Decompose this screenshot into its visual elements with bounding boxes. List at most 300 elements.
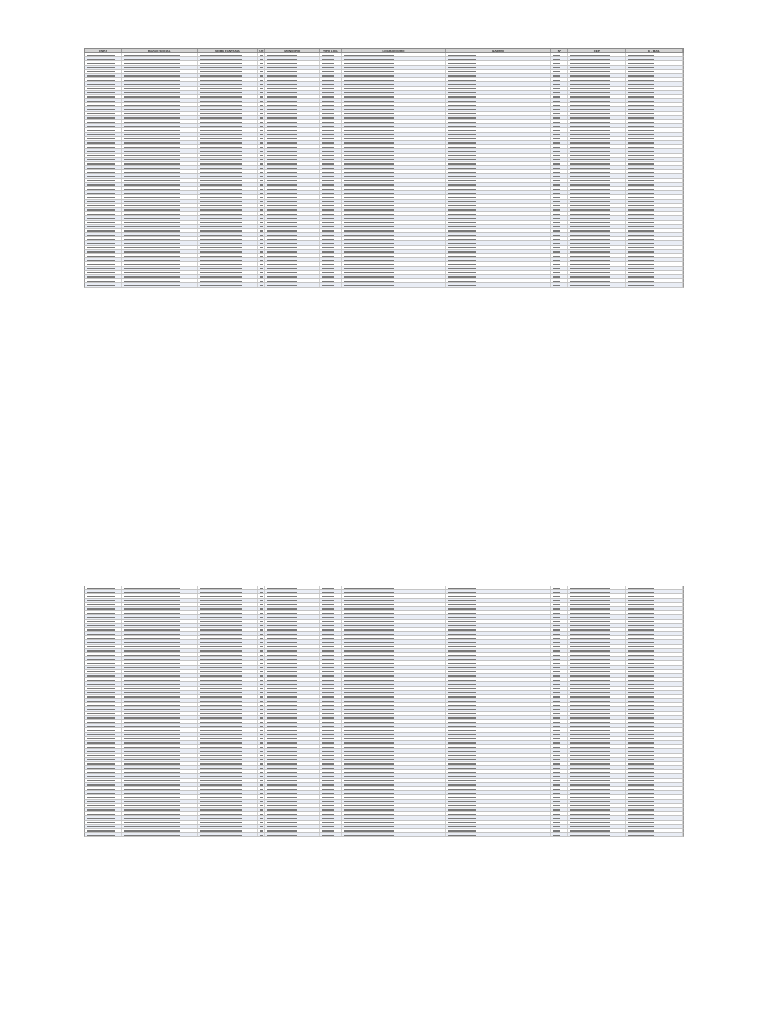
table-cell — [320, 733, 342, 736]
table-cell — [446, 720, 552, 723]
table-cell — [198, 149, 259, 152]
table-cell — [551, 149, 568, 152]
table-cell — [568, 687, 626, 690]
table-cell — [551, 774, 568, 777]
table-cell — [551, 733, 568, 736]
table-cell — [265, 112, 320, 115]
table-cell — [551, 145, 568, 148]
table-cell — [122, 162, 198, 165]
table-cell — [551, 170, 568, 173]
table-cell — [626, 70, 683, 73]
table-cell — [568, 808, 626, 811]
table-cell — [568, 95, 626, 98]
table-cell — [258, 716, 265, 719]
table-cell — [320, 120, 342, 123]
table-cell — [320, 670, 342, 673]
table-cell — [551, 670, 568, 673]
table-cell — [265, 162, 320, 165]
table-cell — [198, 141, 259, 144]
table-cell — [265, 640, 320, 643]
table-cell — [198, 687, 259, 690]
table-cell — [320, 233, 342, 236]
table-cell — [568, 200, 626, 203]
table-cell — [198, 208, 259, 211]
table-cell — [446, 758, 552, 761]
table-cell — [85, 191, 122, 194]
table-cell — [568, 107, 626, 110]
table-cell — [446, 271, 552, 274]
table-cell — [122, 804, 198, 807]
table-cell — [198, 590, 259, 593]
table-cell — [122, 145, 198, 148]
table-cell — [198, 275, 259, 278]
table-cell — [446, 695, 552, 698]
table-cell — [122, 166, 198, 169]
table-cell — [551, 53, 568, 56]
table-cell — [122, 204, 198, 207]
table-cell — [85, 724, 122, 727]
table-cell — [626, 112, 683, 115]
table-cell — [446, 829, 552, 832]
table-cell — [265, 795, 320, 798]
table-cell — [122, 670, 198, 673]
table-cell — [122, 770, 198, 773]
table-cell — [198, 804, 259, 807]
table-cell — [446, 716, 552, 719]
table-cell — [551, 691, 568, 694]
table-cell — [198, 212, 259, 215]
table-cell — [626, 141, 683, 144]
table-cell — [342, 174, 446, 177]
table-cell — [342, 170, 446, 173]
table-cell — [258, 821, 265, 824]
column-header: CEP — [568, 49, 626, 52]
table-cell — [320, 808, 342, 811]
table-cell — [626, 91, 683, 94]
table-cell — [342, 262, 446, 265]
table-cell — [265, 833, 320, 836]
table-cell — [85, 66, 122, 69]
table-cell — [342, 808, 446, 811]
table-cell — [320, 620, 342, 623]
table-cell — [85, 632, 122, 635]
table-cell — [258, 195, 265, 198]
table-cell — [258, 703, 265, 706]
table-cell — [198, 699, 259, 702]
table-cell — [198, 666, 259, 669]
table-cell — [258, 124, 265, 127]
table-cell — [320, 229, 342, 232]
table-cell — [320, 737, 342, 740]
table-cell — [258, 812, 265, 815]
table-cell — [320, 720, 342, 723]
table-cell — [568, 695, 626, 698]
table-cell — [568, 246, 626, 249]
table-cell — [551, 812, 568, 815]
table-cell — [551, 645, 568, 648]
table-cell — [342, 632, 446, 635]
table-cell — [122, 628, 198, 631]
table-cell — [122, 812, 198, 815]
table-cell — [626, 657, 683, 660]
table-cell — [626, 53, 683, 56]
table-cell — [342, 179, 446, 182]
table-cell — [568, 145, 626, 148]
table-cell — [198, 728, 259, 731]
table-cell — [198, 133, 259, 136]
table-cell — [568, 225, 626, 228]
table-cell — [265, 107, 320, 110]
table-cell — [85, 800, 122, 803]
table-cell — [626, 221, 683, 224]
table-cell — [85, 208, 122, 211]
table-cell — [198, 741, 259, 744]
table-cell — [342, 682, 446, 685]
table-cell — [446, 703, 552, 706]
table-cell — [320, 112, 342, 115]
table-cell — [198, 829, 259, 832]
table-cell — [626, 666, 683, 669]
table-cell — [122, 141, 198, 144]
table-cell — [85, 703, 122, 706]
table-cell — [122, 779, 198, 782]
table-cell — [122, 124, 198, 127]
table-cell — [551, 246, 568, 249]
table-cell — [568, 762, 626, 765]
table-cell — [198, 737, 259, 740]
column-header: RAZAO SOCIAL — [122, 49, 198, 52]
table-cell — [626, 208, 683, 211]
table-cell — [446, 78, 552, 81]
table-cell — [198, 128, 259, 131]
table-cell — [265, 615, 320, 618]
table-cell — [265, 620, 320, 623]
table-cell — [626, 590, 683, 593]
table-cell — [258, 254, 265, 257]
table-cell — [265, 137, 320, 140]
table-cell — [265, 179, 320, 182]
table-cell — [122, 703, 198, 706]
table-cell — [342, 599, 446, 602]
company-table-bottom — [84, 586, 684, 837]
table-cell — [122, 174, 198, 177]
table-cell — [198, 258, 259, 261]
table-cell — [626, 124, 683, 127]
table-cell — [258, 586, 265, 589]
table-cell — [551, 95, 568, 98]
table-cell — [626, 779, 683, 782]
table-cell — [568, 791, 626, 794]
table-cell — [85, 145, 122, 148]
table-cell — [258, 204, 265, 207]
table-cell — [446, 204, 552, 207]
table-cell — [342, 53, 446, 56]
table-cell — [320, 812, 342, 815]
table-cell — [320, 74, 342, 77]
table-cell — [265, 120, 320, 123]
table-cell — [626, 116, 683, 119]
table-cell — [258, 141, 265, 144]
table-cell — [568, 645, 626, 648]
table-cell — [265, 749, 320, 752]
table-cell — [258, 133, 265, 136]
table-cell — [198, 628, 259, 631]
table-cell — [258, 628, 265, 631]
column-header: Nº — [551, 49, 568, 52]
table-cell — [342, 687, 446, 690]
table-cell — [198, 636, 259, 639]
table-cell — [265, 246, 320, 249]
table-cell — [446, 791, 552, 794]
table-cell — [265, 703, 320, 706]
table-cell — [320, 103, 342, 106]
table-cell — [342, 212, 446, 215]
table-cell — [551, 590, 568, 593]
table-cell — [198, 195, 259, 198]
table-cell — [320, 653, 342, 656]
table-cell — [342, 720, 446, 723]
table-cell — [198, 749, 259, 752]
table-cell — [342, 133, 446, 136]
table-cell — [446, 262, 552, 265]
table-cell — [551, 66, 568, 69]
table-cell — [551, 187, 568, 190]
table-cell — [551, 808, 568, 811]
table-cell — [265, 787, 320, 790]
table-cell — [342, 66, 446, 69]
table-cell — [265, 762, 320, 765]
table-cell — [342, 586, 446, 589]
table-cell — [85, 179, 122, 182]
table-cell — [122, 246, 198, 249]
table-cell — [568, 233, 626, 236]
table-cell — [122, 603, 198, 606]
table-cell — [198, 91, 259, 94]
table-cell — [626, 712, 683, 715]
table-cell — [198, 800, 259, 803]
table-cell — [626, 774, 683, 777]
table-cell — [551, 262, 568, 265]
table-cell — [568, 149, 626, 152]
table-cell — [85, 241, 122, 244]
table-cell — [85, 154, 122, 157]
table-cell — [265, 195, 320, 198]
table-cell — [568, 162, 626, 165]
table-cell — [551, 271, 568, 274]
table-cell — [198, 661, 259, 664]
table-cell — [198, 254, 259, 257]
table-cell — [320, 87, 342, 90]
table-cell — [198, 250, 259, 253]
table-cell — [85, 636, 122, 639]
table-cell — [198, 200, 259, 203]
table-cell — [122, 103, 198, 106]
table-cell — [258, 707, 265, 710]
table-cell — [258, 599, 265, 602]
table-cell — [568, 237, 626, 240]
table-cell — [122, 254, 198, 257]
table-cell — [258, 620, 265, 623]
table-cell — [122, 158, 198, 161]
table-cell — [446, 754, 552, 757]
table-cell — [551, 279, 568, 282]
table-cell — [265, 174, 320, 177]
table-cell — [122, 91, 198, 94]
table-cell — [342, 271, 446, 274]
table-cell — [85, 657, 122, 660]
table-cell — [85, 246, 122, 249]
table-cell — [265, 99, 320, 102]
table-cell — [85, 699, 122, 702]
table-cell — [626, 628, 683, 631]
table-cell — [626, 636, 683, 639]
table-cell — [568, 707, 626, 710]
table-cell — [320, 99, 342, 102]
table-cell — [342, 241, 446, 244]
table-cell — [446, 87, 552, 90]
table-cell — [85, 590, 122, 593]
table-cell — [551, 703, 568, 706]
table-cell — [320, 783, 342, 786]
table-cell — [122, 795, 198, 798]
table-cell — [265, 754, 320, 757]
table-cell — [85, 82, 122, 85]
table-cell — [198, 620, 259, 623]
table-cell — [265, 254, 320, 257]
table-cell — [122, 74, 198, 77]
table-cell — [551, 712, 568, 715]
table-cell — [85, 267, 122, 270]
table-cell — [626, 770, 683, 773]
table-cell — [551, 661, 568, 664]
table-cell — [122, 728, 198, 731]
table-cell — [198, 112, 259, 115]
table-cell — [265, 221, 320, 224]
table-cell — [320, 95, 342, 98]
table-cell — [85, 128, 122, 131]
table-cell — [122, 208, 198, 211]
table-cell — [85, 254, 122, 257]
table-cell — [258, 216, 265, 219]
table-cell — [626, 133, 683, 136]
table-cell — [568, 267, 626, 270]
table-cell — [198, 825, 259, 828]
table-cell — [626, 216, 683, 219]
table-cell — [626, 162, 683, 165]
table-cell — [626, 594, 683, 597]
table-cell — [265, 733, 320, 736]
table-cell — [626, 795, 683, 798]
table-cell — [85, 283, 122, 286]
table-cell — [446, 615, 552, 618]
table-cell — [258, 594, 265, 597]
table-cell — [446, 162, 552, 165]
table-cell — [446, 632, 552, 635]
table-cell — [320, 179, 342, 182]
table-cell — [198, 632, 259, 635]
table-cell — [342, 237, 446, 240]
table-cell — [85, 195, 122, 198]
table-cell — [626, 624, 683, 627]
table-cell — [626, 791, 683, 794]
table-cell — [198, 812, 259, 815]
table-cell — [446, 179, 552, 182]
table-cell — [265, 737, 320, 740]
table-cell — [265, 779, 320, 782]
table-cell — [198, 279, 259, 282]
table-cell — [198, 724, 259, 727]
table-cell — [85, 808, 122, 811]
table-cell — [198, 87, 259, 90]
table-cell — [551, 128, 568, 131]
table-cell — [446, 653, 552, 656]
table-cell — [258, 632, 265, 635]
table-cell — [198, 594, 259, 597]
table-row — [84, 833, 684, 837]
table-cell — [551, 695, 568, 698]
table-cell — [626, 99, 683, 102]
table-cell — [551, 183, 568, 186]
table-cell — [85, 783, 122, 786]
table-cell — [551, 632, 568, 635]
table-cell — [551, 204, 568, 207]
table-cell — [446, 170, 552, 173]
table-cell — [122, 791, 198, 794]
table-cell — [320, 787, 342, 790]
table-cell — [342, 795, 446, 798]
table-cell — [258, 283, 265, 286]
table-cell — [568, 603, 626, 606]
table-cell — [265, 661, 320, 664]
table-cell — [342, 712, 446, 715]
table-cell — [198, 599, 259, 602]
table-cell — [258, 779, 265, 782]
table-cell — [122, 191, 198, 194]
table-cell — [551, 603, 568, 606]
table-cell — [198, 682, 259, 685]
table-cell — [320, 78, 342, 81]
table-cell — [342, 749, 446, 752]
table-cell — [446, 762, 552, 765]
table-cell — [198, 53, 259, 56]
table-cell — [258, 128, 265, 131]
table-cell — [568, 283, 626, 286]
table-cell — [446, 174, 552, 177]
table-cell — [85, 200, 122, 203]
table-cell — [446, 674, 552, 677]
table-cell — [342, 95, 446, 98]
table-cell — [568, 728, 626, 731]
table-cell — [122, 262, 198, 265]
table-cell — [85, 275, 122, 278]
table-cell — [626, 258, 683, 261]
table-cell — [551, 653, 568, 656]
table-cell — [320, 57, 342, 60]
table-cell — [122, 590, 198, 593]
table-cell — [265, 283, 320, 286]
table-body — [84, 53, 684, 288]
table-cell — [568, 166, 626, 169]
table-cell — [568, 590, 626, 593]
table-cell — [626, 766, 683, 769]
table-cell — [626, 653, 683, 656]
table-cell — [626, 107, 683, 110]
table-cell — [342, 183, 446, 186]
table-cell — [446, 812, 552, 815]
table-cell — [198, 745, 259, 748]
table-cell — [568, 599, 626, 602]
table-cell — [320, 712, 342, 715]
